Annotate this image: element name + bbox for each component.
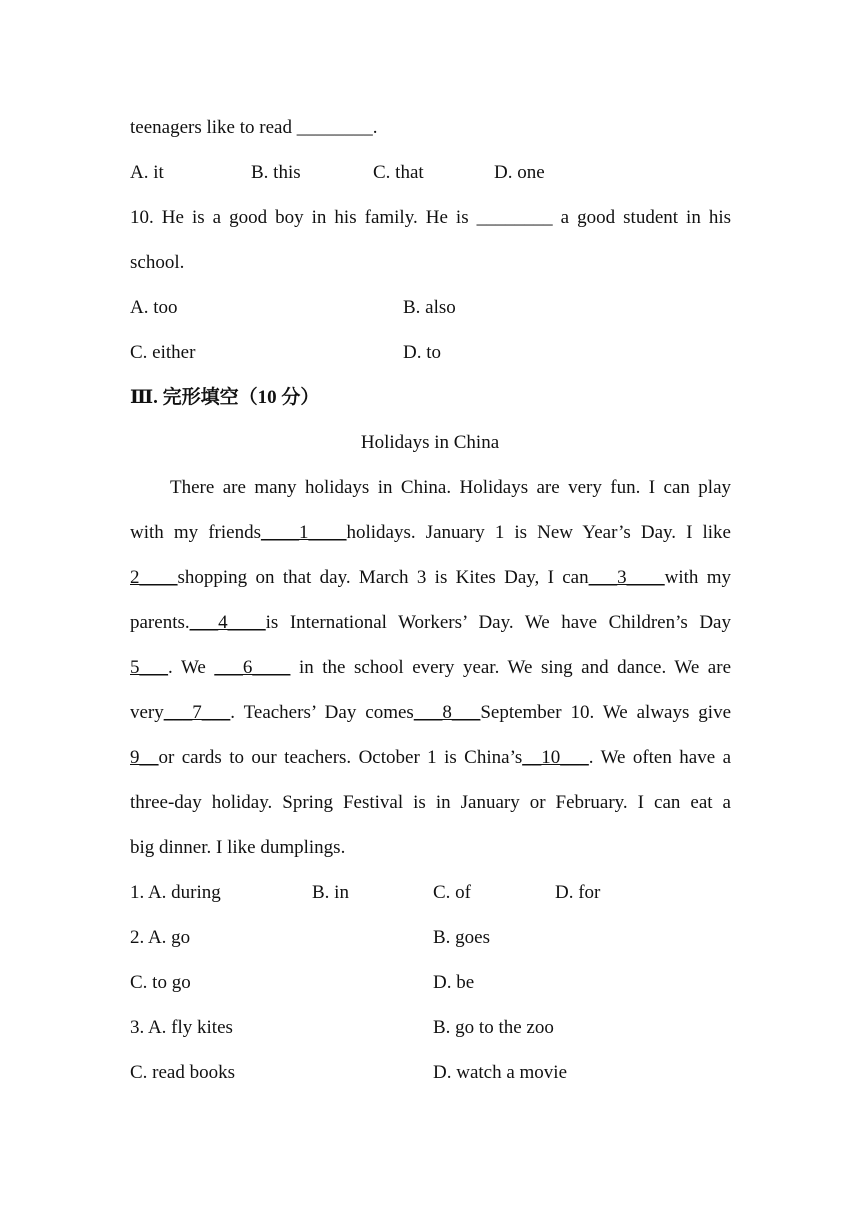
passage-text: . Teachers’ Day comes: [230, 702, 414, 723]
q9-option-a: A. it: [130, 162, 164, 183]
blank-2: 2____: [130, 567, 178, 588]
q2-option-d: D. be: [433, 972, 475, 993]
blank-6: ___6____: [214, 657, 291, 678]
passage-text: with my: [664, 567, 732, 588]
blank-7: ___7___: [163, 702, 231, 723]
passage-line-9: big dinner. I like dumplings.: [130, 837, 346, 858]
q10-stem-pre: 10. He is a good boy in his family. He is: [130, 207, 469, 228]
q10-option-c: C. either: [130, 342, 196, 363]
passage-line-7: [130, 746, 731, 770]
q10-stem-line2: school.: [130, 252, 185, 273]
q3-option-a: 3. A. fly kites: [130, 1017, 233, 1038]
q2-option-c: C. to go: [130, 972, 191, 993]
q10-option-b: B. also: [403, 297, 456, 318]
q10-option-a: A. too: [130, 297, 178, 318]
passage-text: parents.: [130, 612, 190, 633]
q1-option-d: D. for: [555, 882, 601, 903]
passage-text: . We often have a: [588, 747, 731, 768]
q1-option-b: B. in: [312, 882, 349, 903]
blank-3: ___3____: [588, 567, 665, 588]
passage-text: . We: [168, 657, 206, 678]
section-heading: Ⅲ. 完形填空（10 分）: [130, 387, 320, 408]
q9-option-b: B. this: [251, 162, 301, 183]
q10-blank: ________: [476, 207, 553, 228]
q2-option-b: B. goes: [433, 927, 490, 948]
passage-title: Holidays in China: [360, 432, 500, 453]
q9-option-c: C. that: [373, 162, 424, 183]
q2-option-a: 2. A. go: [130, 927, 191, 948]
q9-option-d: D. one: [494, 162, 545, 183]
blank-8: ___8___: [413, 702, 481, 723]
passage-text: in the school every year. We sing and dance. We are: [298, 657, 732, 678]
passage-text: is International Workers’ Day. We have Children’s Day: [265, 612, 731, 633]
q3-option-d: D. watch a movie: [433, 1062, 568, 1083]
passage-line-8: three-day holiday. Spring Festival is in January or February. I can eat a: [130, 792, 731, 813]
passage-line-3: [130, 566, 731, 590]
passage-text: September 10. We always give: [480, 702, 732, 723]
passage-line-1: There are many holidays in China. Holidays are very fun. I can play: [170, 477, 731, 498]
q1-option-a: 1. A. during: [130, 882, 221, 903]
q1-option-c: C. of: [433, 882, 471, 903]
passage-text: holidays. January 1 is New Year’s Day. I like: [346, 522, 731, 543]
passage-line-5: [130, 656, 731, 680]
passage-text: with my friends: [130, 522, 261, 543]
passage-line-4: [130, 611, 731, 635]
q3-option-c: C. read books: [130, 1062, 236, 1083]
passage-text: or cards to our teachers. October 1 is China’s: [158, 747, 523, 768]
blank-10: __10___: [522, 747, 589, 768]
blank-4: ___4____: [189, 612, 266, 633]
q9-tail: teenagers like to read ________.: [130, 117, 378, 138]
passage-text: shopping on that day. March 3 is Kites Day, I can: [177, 567, 589, 588]
blank-5: 5___: [130, 657, 168, 678]
q10-option-d: D. to: [403, 342, 441, 363]
passage-text: very: [130, 702, 164, 723]
q10-stem-post: a good student in his: [560, 207, 732, 228]
q10-stem-line1: [130, 206, 731, 230]
blank-9: 9__: [130, 747, 159, 768]
blank-1: ____1____: [260, 522, 347, 543]
passage-line-6: [130, 701, 731, 725]
q3-option-b: B. go to the zoo: [433, 1017, 554, 1038]
passage-line-2: [130, 521, 731, 545]
